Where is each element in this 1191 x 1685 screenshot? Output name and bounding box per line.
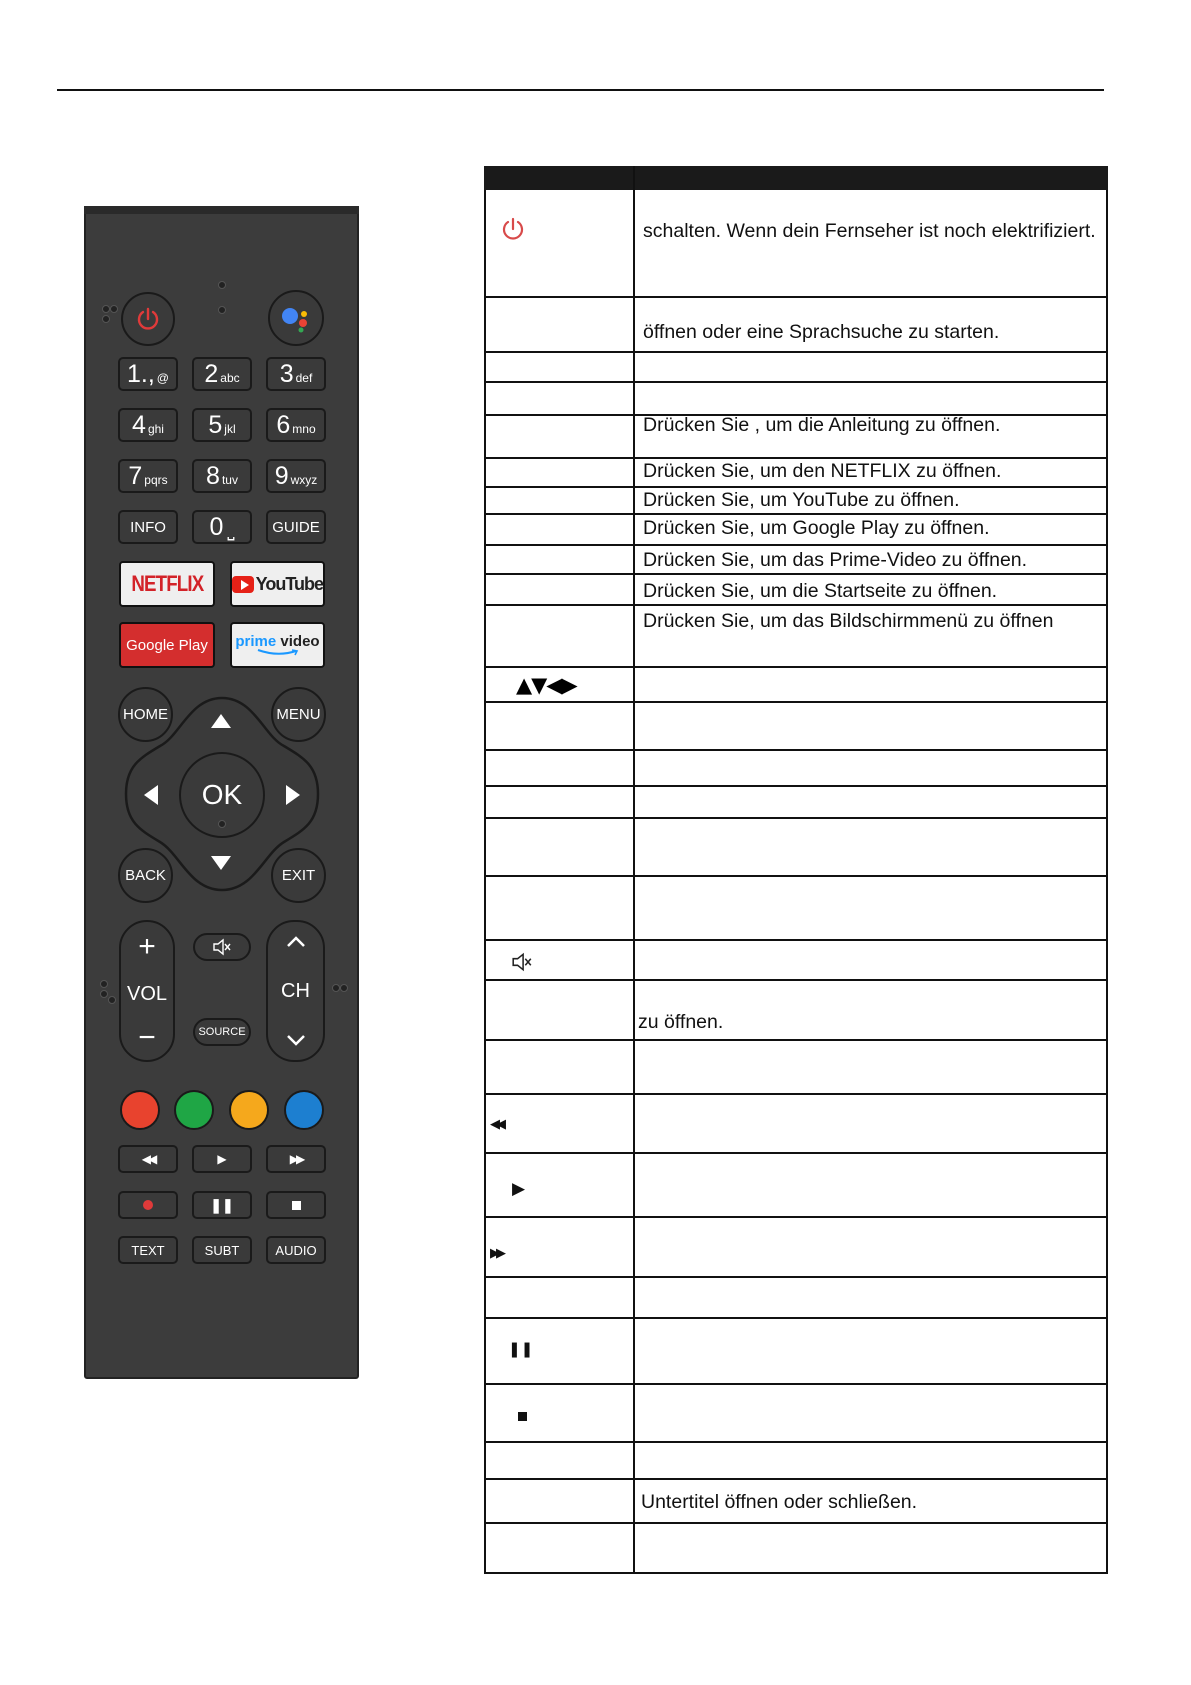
channel-up-icon [285, 934, 307, 948]
guide-button[interactable] [266, 510, 326, 544]
back-button[interactable] [118, 848, 173, 903]
table-row-divider [484, 1441, 1108, 1443]
table-row-divider [484, 1522, 1108, 1524]
table-row-divider [484, 1039, 1108, 1041]
red-button[interactable] [120, 1090, 160, 1130]
table-header [484, 166, 1108, 190]
menu-label: MENU [276, 706, 321, 723]
zero-button[interactable] [192, 510, 252, 544]
power-button[interactable] [121, 292, 175, 346]
table-row-divider [484, 875, 1108, 877]
table-row-divider [484, 749, 1108, 751]
table-row-divider [484, 1152, 1108, 1154]
source-label: SOURCE [198, 1026, 246, 1038]
rewind-button[interactable] [118, 1145, 178, 1173]
number-key-letters: ghi [147, 422, 164, 436]
netflix-logo-text: NETFLIX [131, 571, 203, 596]
vol-tactile-dots [108, 996, 116, 1004]
subtitle-button[interactable] [192, 1236, 252, 1264]
table-row-divider [484, 1317, 1108, 1319]
youtube-icon [232, 576, 254, 593]
prime-video-button[interactable] [230, 622, 325, 668]
number-key-digit: 2 [204, 359, 219, 388]
channel-label: CH [281, 979, 310, 1002]
table-row-divider [484, 979, 1108, 981]
table-row-divider [484, 1383, 1108, 1385]
table-row-divider [484, 296, 1108, 298]
number-key[interactable] [266, 408, 326, 442]
table-row-divider [484, 544, 1108, 546]
number-key-digit: 8 [206, 461, 220, 490]
power-tactile-dots [102, 305, 110, 313]
text-label: TEXT [131, 1242, 165, 1258]
table-row-divider [484, 1478, 1108, 1480]
table-row-divider [484, 573, 1108, 575]
dpad-up-button[interactable] [208, 710, 234, 732]
mute-icon [511, 952, 533, 976]
fast-forward-button[interactable] [266, 1145, 326, 1173]
function-description: Drücken Sie, um YouTube zu öffnen. [643, 489, 960, 511]
google-play-logo-text: Google Play [126, 636, 208, 654]
fast-forward-icon: ▶▶ [289, 1152, 303, 1166]
fast-forward-icon: ▶▶ [490, 1246, 502, 1261]
prime-smile-icon [256, 649, 300, 656]
netflix-button[interactable] [119, 561, 215, 607]
down-arrow-icon [208, 852, 234, 874]
table-row-divider [484, 351, 1108, 353]
function-description: Drücken Sie, um die Startseite zu öffnen. [643, 580, 998, 602]
number-key-letters: abc [220, 371, 240, 385]
top-rule [57, 89, 1104, 91]
play-icon: ▶ [512, 1179, 526, 1199]
exit-button[interactable] [271, 848, 326, 903]
table-row-divider [484, 666, 1108, 668]
yellow-button[interactable] [229, 1090, 269, 1130]
key-function-table [484, 166, 1108, 1574]
subtitle-label: SUBT [204, 1242, 240, 1258]
right-arrow-icon [282, 782, 304, 808]
volume-label: VOL [126, 982, 168, 1005]
remote-top-edge [84, 206, 359, 214]
volume-rocker[interactable] [119, 920, 175, 1062]
table-row-divider [484, 1276, 1108, 1278]
volume-down-icon: − [138, 1021, 156, 1054]
ok-tactile-dot [218, 820, 226, 828]
number-key[interactable] [192, 357, 252, 391]
table-row-divider [484, 701, 1108, 703]
function-description: Drücken Sie, um das Bildschirmmenü zu öffnen [643, 610, 1054, 632]
info-label: INFO [130, 518, 166, 536]
play-icon: ▶ [217, 1152, 227, 1166]
number-key-digit: 7 [128, 461, 143, 490]
number-key-digit: 6 [276, 410, 291, 439]
play-button[interactable] [192, 1145, 252, 1173]
table-row-divider [484, 604, 1108, 606]
pause-button[interactable] [192, 1191, 252, 1219]
number-key[interactable] [192, 408, 252, 442]
rewind-icon: ◀◀ [490, 1117, 502, 1132]
function-description: Drücken Sie, um das Prime-Video zu öffnen. [643, 549, 1028, 571]
ch-tactile-dots [332, 984, 340, 992]
dpad-right-button[interactable] [282, 782, 304, 808]
pause-icon: ❚❚ [210, 1196, 234, 1213]
function-description: Drücken Sie , um die Anleitung zu öffnen. [643, 414, 1001, 436]
table-row-divider [484, 486, 1108, 488]
number-key-letters: pqrs [144, 473, 168, 487]
number-key[interactable] [118, 408, 178, 442]
function-description: Drücken Sie, um den NETFLIX zu öffnen. [643, 460, 1002, 482]
function-description: öffnen oder eine Sprachsuche zu starten. [643, 321, 1000, 343]
number-key-digit: 5 [208, 410, 223, 439]
audio-label: AUDIO [275, 1242, 317, 1258]
vol-tactile-dots [100, 990, 108, 998]
number-key[interactable] [266, 459, 326, 493]
ir-sensor [218, 281, 226, 289]
info-button[interactable] [118, 510, 178, 544]
number-key-letters: jkl [224, 422, 236, 436]
green-button[interactable] [174, 1090, 214, 1130]
table-row-divider [484, 939, 1108, 941]
number-key-digit: 4 [132, 410, 146, 439]
table-row-divider [484, 1093, 1108, 1095]
mute-icon [212, 938, 232, 956]
number-key-letters: tuv [221, 473, 238, 487]
home-label: HOME [123, 706, 168, 723]
youtube-logo-text: YouTube [255, 573, 323, 594]
youtube-button[interactable] [230, 561, 325, 607]
space-icon: ⎵ [227, 519, 235, 540]
function-description: zu öffnen. [638, 1011, 724, 1033]
guide-label: GUIDE [272, 518, 320, 536]
table-column-divider [633, 166, 635, 1574]
table-row-divider [484, 381, 1108, 383]
pause-icon: ❚❚ [508, 1340, 534, 1358]
record-button[interactable] [118, 1191, 178, 1219]
channel-down-icon [285, 1034, 307, 1048]
number-key[interactable] [118, 459, 178, 493]
function-description: Untertitel öffnen oder schließen. [641, 1491, 918, 1513]
google-play-button[interactable] [119, 622, 215, 668]
mute-button[interactable] [193, 933, 251, 961]
up-arrow-icon [208, 710, 234, 732]
number-key[interactable] [266, 357, 326, 391]
power-icon [135, 306, 161, 332]
function-description: schalten. Wenn dein Fernseher ist noch elektrifiziert. [643, 220, 1096, 242]
exit-label: EXIT [281, 867, 316, 884]
rewind-icon: ◀◀ [141, 1152, 155, 1166]
table-row-divider [484, 457, 1108, 459]
number-key[interactable] [192, 459, 252, 493]
channel-rocker[interactable] [266, 920, 325, 1062]
stop-button[interactable] [266, 1191, 326, 1219]
power-tactile-dots [110, 305, 118, 313]
back-label: BACK [125, 867, 166, 884]
table-row-divider [484, 513, 1108, 515]
table-row-divider [484, 817, 1108, 819]
mic-hole [218, 306, 226, 314]
number-key-letters: mno [292, 422, 316, 436]
power-icon [500, 216, 526, 246]
number-key[interactable] [118, 357, 178, 391]
number-key-letters: def [295, 371, 313, 385]
source-button[interactable] [193, 1018, 251, 1046]
dpad-down-button[interactable] [208, 852, 234, 874]
number-key-digit: 1., [127, 359, 155, 388]
prime-logo-text: prime [235, 632, 277, 650]
zero-label: 0 [209, 512, 224, 541]
ch-tactile-dots [340, 984, 348, 992]
table-row-divider [484, 1216, 1108, 1218]
stop-icon [518, 1412, 527, 1421]
volume-up-icon: + [138, 930, 156, 963]
record-icon [143, 1200, 153, 1210]
power-tactile-dots [102, 315, 110, 323]
left-arrow-icon [140, 782, 162, 808]
number-key-letters: wxyz [290, 473, 318, 487]
navigation-arrows-icon: ▲▼◀▶ [516, 673, 577, 697]
table-row-divider [484, 785, 1108, 787]
stop-icon [292, 1201, 301, 1210]
number-key-digit: 9 [274, 461, 289, 490]
number-key-digit: 3 [279, 359, 294, 388]
video-logo-text: video [280, 632, 320, 650]
vol-tactile-dots [100, 980, 108, 988]
audio-button[interactable] [266, 1236, 326, 1264]
text-button[interactable] [118, 1236, 178, 1264]
dpad-left-button[interactable] [140, 782, 162, 808]
number-key-letters: @ [156, 371, 169, 385]
google-assistant-icon [279, 303, 313, 333]
blue-button[interactable] [284, 1090, 324, 1130]
google-assistant-button[interactable] [268, 290, 324, 346]
function-description: Drücken Sie, um Google Play zu öffnen. [643, 517, 990, 539]
ok-label: OK [201, 779, 243, 810]
